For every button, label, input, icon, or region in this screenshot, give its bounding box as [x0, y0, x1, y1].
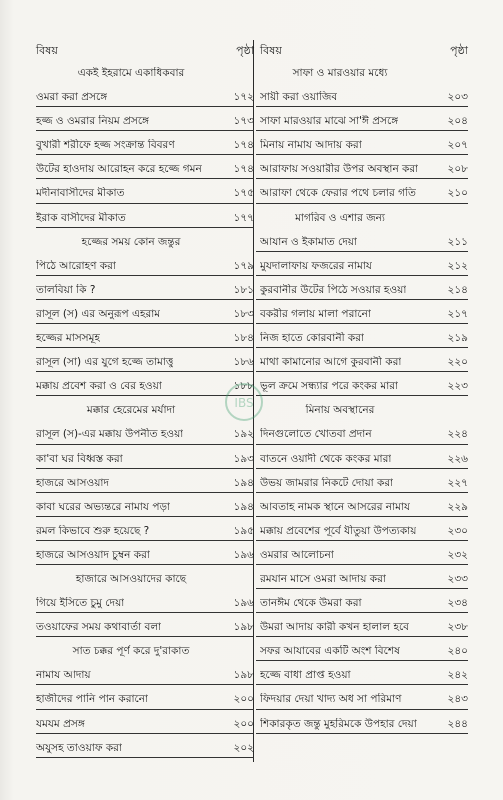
toc-entry-title: সায়ী করা ওয়াজিব [260, 91, 338, 104]
toc-entry-page: ১৮৬ [233, 356, 254, 369]
toc-entry-page: ১৯৪ [233, 476, 254, 489]
toc-entry-title: সফর আযাবের একটি অংশ বিশেষ [260, 645, 400, 658]
toc-entry [36, 568, 254, 592]
toc-entry [36, 182, 254, 206]
toc-entry-title: ওমরার আলোচনা [260, 548, 334, 561]
toc-entry-page: ২০০ [233, 693, 254, 706]
toc-entry-title: রাসূল (স)-এর মক্কায় উপনীত হওয়া [36, 428, 184, 441]
toc-entry-page: ১৮৪ [233, 332, 254, 345]
toc-entry-title: আরাফায় সওয়ারীর উপর অবস্থান করা [260, 163, 419, 176]
toc-entry-title: মক্কায় প্রবেশের পূর্বে যীতুয়া উপত্যকায় [260, 524, 417, 537]
toc-entry-title: ওমরা করা প্রসঙ্গে [36, 91, 108, 104]
toc-entry-title: অযুসহ তাওয়াফ করা [36, 741, 122, 754]
toc-entry-page: ২০৪ [447, 115, 468, 128]
toc-entry-title: মক্কায় প্রবেশ করা ও বের হওয়া [36, 380, 162, 393]
toc-entry-title: ফিদয়ার দেয়া খাদ্য অধ সা পরিমাণ [260, 693, 402, 706]
toc-entry-page: ১৭২ [233, 91, 254, 104]
toc-entry [256, 110, 468, 134]
toc-entry [36, 448, 254, 472]
toc-entry [36, 158, 254, 182]
toc-entry-title: তওয়াফের সময় কথাবার্তা বলা [36, 621, 162, 634]
toc-entry-page: ২৩২ [447, 548, 468, 561]
toc-entry-title: রমল কিভাবে শুরু হয়েছে ? [36, 524, 150, 537]
toc-entry-page: ২৪৩ [447, 693, 468, 706]
toc-entry-page: ২০৭ [447, 139, 468, 152]
toc-entry-title: হজ্জের মাসসমূহ [36, 332, 100, 345]
toc-entry [36, 279, 254, 303]
toc-entry-page: ১৯২ [233, 428, 254, 441]
page-heading: পৃষ্ঠা [236, 44, 254, 57]
toc-right-column [256, 38, 468, 737]
page-heading: পৃষ্ঠা [450, 44, 468, 57]
toc-entry [256, 303, 468, 327]
toc-entry [256, 568, 468, 592]
toc-entry [36, 303, 254, 327]
toc-entry-page: ২৩৩ [447, 572, 468, 585]
toc-entry [256, 520, 468, 544]
toc-entry [256, 472, 468, 496]
toc-entry [36, 62, 254, 86]
toc-entry-title: হজ্জে বাধা প্রাপ্ত হওয়া [260, 669, 351, 682]
toc-entry-title: রাসূল (সা) এর যুগে হজ্জে তামাত্তু [36, 356, 174, 369]
toc-entry-title: কুরবানীর উটের পিঠে সওয়ার হওয়া [260, 283, 407, 296]
toc-entry [256, 86, 468, 110]
toc-entry [256, 231, 468, 255]
toc-entry-page: ১৭৩ [233, 115, 254, 128]
toc-entry-title: কাবা ঘরের অভ্যন্তরে নামায পড়া [36, 500, 170, 513]
toc-entry [256, 423, 468, 447]
toc-entry [256, 279, 468, 303]
toc-entry [36, 423, 254, 447]
toc-entry-title: গিয়ে ইসিতে চুমু দেয়া [36, 597, 125, 610]
subject-heading: বিষয় [36, 44, 58, 57]
toc-entry-title: উমরা আদায় কারী কখন হালাল হবে [260, 621, 410, 634]
toc-entry [256, 496, 468, 520]
toc-right-header [256, 38, 468, 62]
toc-entry-title: সাফা মারওয়ার মাঝে সা'ঈ প্রসঙ্গে [260, 115, 399, 128]
toc-entry-title: হাজরে আসওয়াদ চুম্বন করা [36, 548, 150, 561]
toc-entry-page: ২১৯ [447, 332, 468, 345]
toc-entry-page: ২০৮ [447, 163, 468, 176]
toc-entry [36, 640, 254, 664]
toc-entry [256, 640, 468, 664]
toc-entry [256, 448, 468, 472]
toc-entry-title: একই ইহরামে একাধিকবার [77, 67, 185, 79]
toc-entry-page: ২১০ [447, 187, 468, 200]
watermark-text: IBS [234, 396, 254, 410]
toc-entry-title: মক্কার হেরেমের মর্যাদা [86, 404, 176, 417]
toc-entry-page: ২৪২ [447, 669, 468, 682]
toc-entry [256, 255, 468, 279]
toc-entry [36, 472, 254, 496]
toc-entry-title: উটের হাওদায় আরোহন করে হজ্জে গমন [36, 163, 202, 176]
toc-entry-page: ২৩৮ [447, 621, 468, 634]
toc-entry-title: হজ্জ ও ওমরার নিয়ম প্রসঙ্গে [36, 115, 150, 128]
toc-entry-page: ২০৩ [447, 91, 468, 104]
toc-entry [36, 713, 254, 737]
toc-entry [256, 327, 468, 351]
toc-entry-title: বকরীর গলায় মালা পরানো [260, 307, 371, 320]
toc-entry [36, 496, 254, 520]
toc-entry-title: নিজ হাতে কোরবানী করা [260, 332, 365, 345]
toc-entry-page: ১৮৩ [233, 307, 254, 320]
toc-entry-title: দিনগুলোতে খোতবা প্রদান [260, 428, 372, 441]
toc-entry-title: যমযম প্রসঙ্গ [36, 717, 85, 730]
toc-entry-page: ২২০ [447, 356, 468, 369]
toc-entry [256, 375, 468, 399]
toc-left-header [36, 38, 254, 62]
toc-entry-title: বুখারী শরীফে হজ্জ সংক্রান্ত বিবরণ [36, 139, 175, 152]
toc-entry-page: ২৪০ [447, 645, 468, 658]
toc-entry [256, 134, 468, 158]
toc-entry-page: ২১১ [447, 235, 468, 248]
toc-entry [256, 688, 468, 712]
toc-entry-page: ১৭৪ [233, 163, 254, 176]
toc-entry-page: ২২৪ [447, 428, 468, 441]
toc-entry-title: ইরাক বাসীদের মীকাত [36, 211, 126, 224]
toc-entry [36, 110, 254, 134]
toc-entry-title: আযান ও ইকামাত দেয়া [260, 235, 357, 248]
toc-entry-title: সাত চক্কর পূর্ণ করে দু'রাকাত [72, 645, 190, 658]
toc-entry-page: ২৩৪ [447, 597, 468, 610]
toc-entry-page: ১৭৭ [233, 211, 254, 224]
toc-entry-page: ১৭৫ [233, 187, 254, 200]
toc-entry-title: মিনায় নামায আদায় করা [260, 139, 362, 152]
toc-entry-page: ১৯৪ [233, 500, 254, 513]
toc-entry-page: ১৭৯ [233, 259, 254, 272]
toc-entry-title: আবতাহ নামক স্থানে আসরের নামায [260, 500, 411, 513]
toc-entry-title: রমযান মাসে ওমরা আদায় করা [260, 572, 386, 585]
toc-entry [36, 134, 254, 158]
toc-entry [256, 664, 468, 688]
toc-entry [36, 664, 254, 688]
toc-entry-title: মাথা কামানোর আগে কুরবানী করা [260, 356, 402, 369]
toc-entry [36, 616, 254, 640]
toc-entry-page: ১৭৪ [233, 139, 254, 152]
toc-entry [36, 592, 254, 616]
toc-entry-title: হাজীদের পানি পান করানো [36, 693, 149, 706]
toc-entry [36, 351, 254, 375]
toc-entry-page: ২০২ [233, 741, 254, 754]
toc-entry-title: শিকারকৃত জন্তু মুহরিমকে উপহার দেয়া [260, 717, 417, 730]
toc-entry-title: ভূল ক্রমে সন্ধ্যার পরে কংকর মারা [260, 380, 399, 393]
toc-entry-page: ২০০ [233, 717, 254, 730]
toc-entry-page: ২২৩ [447, 380, 468, 393]
toc-entry-page: ২১২ [447, 259, 468, 272]
toc-entry [256, 62, 468, 86]
toc-entry-title: হাজারে আসওয়াদের কাছে [75, 572, 187, 585]
toc-entry-title: মুযদালাফায় ফজরের নামায [260, 259, 372, 272]
toc-entry-title: তানঈম থেকে উমরা করা [260, 597, 362, 610]
toc-entry-page: ২২৯ [447, 500, 468, 513]
toc-entry [256, 544, 468, 568]
toc-entry-page: ১৯৮ [233, 621, 254, 634]
toc-entry-title: নামায আদায় [36, 669, 91, 682]
toc-entry [256, 351, 468, 375]
publisher-watermark-logo [222, 380, 266, 424]
toc-entry-title: কা'বা ঘর বিধ্বস্ত করা [36, 452, 123, 465]
toc-entry-page: ১৯৬ [233, 597, 254, 610]
toc-entry [36, 544, 254, 568]
toc-entry-page: ১৯৫ [233, 524, 254, 537]
toc-entry-title: মদীনাবাসীদের মীকাত [36, 187, 125, 200]
toc-entry [36, 688, 254, 712]
toc-entry-page: ২১৪ [447, 283, 468, 296]
toc-entry-page: ১৮৮ [233, 380, 254, 393]
toc-entry [256, 158, 468, 182]
toc-entry-page: ২৩০ [447, 524, 468, 537]
toc-entry-page: ১৯৬ [233, 548, 254, 561]
toc-entry [36, 737, 254, 761]
toc-entry [256, 207, 468, 231]
toc-entry-title: বাতনে ওয়াদী থেকে কংকর মারা [260, 452, 392, 465]
toc-entry [36, 327, 254, 351]
toc-entry-title: উভয় জামরার নিকটে দোয়া করা [260, 476, 394, 489]
toc-entry-title: মাগরিব ও এশার জন্য [295, 211, 385, 224]
toc-entry [36, 520, 254, 544]
toc-entry [36, 231, 254, 255]
toc-entry-title: হাজরে আসওয়াদ [36, 476, 109, 489]
toc-entry [256, 182, 468, 206]
toc-entry [256, 399, 468, 423]
toc-right-list [256, 62, 468, 737]
toc-entry [36, 207, 254, 231]
toc-entry [256, 713, 468, 737]
toc-entry-title: পিঠে আরোহণ করা [36, 259, 116, 272]
toc-entry-page: ১৯৩ [233, 452, 254, 465]
toc-entry-page: ১৮১ [233, 283, 254, 296]
toc-entry-page: ১৯৮ [233, 669, 254, 682]
toc-entry-page: ২১৭ [447, 307, 468, 320]
toc-entry-title: মিনায় অবস্থানের [305, 404, 375, 417]
toc-entry-title: আরাফা থেকে ফেরার পথে চলার গতি [260, 187, 416, 200]
toc-entry-page: ২২৭ [447, 476, 468, 489]
toc-entry [256, 592, 468, 616]
toc-entry-title: তালবিয়া কি ? [36, 283, 96, 296]
subject-heading: বিষয় [260, 44, 282, 57]
toc-entry-title: হজ্জের সময় কোন জন্তুর [81, 235, 181, 248]
toc-entry [36, 255, 254, 279]
toc-entry-page: ২২৬ [447, 452, 468, 465]
toc-entry-title: রাসূল (স) এর অনুরূপ এহরাম [36, 307, 161, 320]
toc-entry [256, 616, 468, 640]
toc-entry [36, 86, 254, 110]
toc-entry-title: সাফা ও মারওয়ার মধ্যে [292, 67, 388, 79]
toc-entry-page: ২৪৪ [447, 717, 468, 730]
